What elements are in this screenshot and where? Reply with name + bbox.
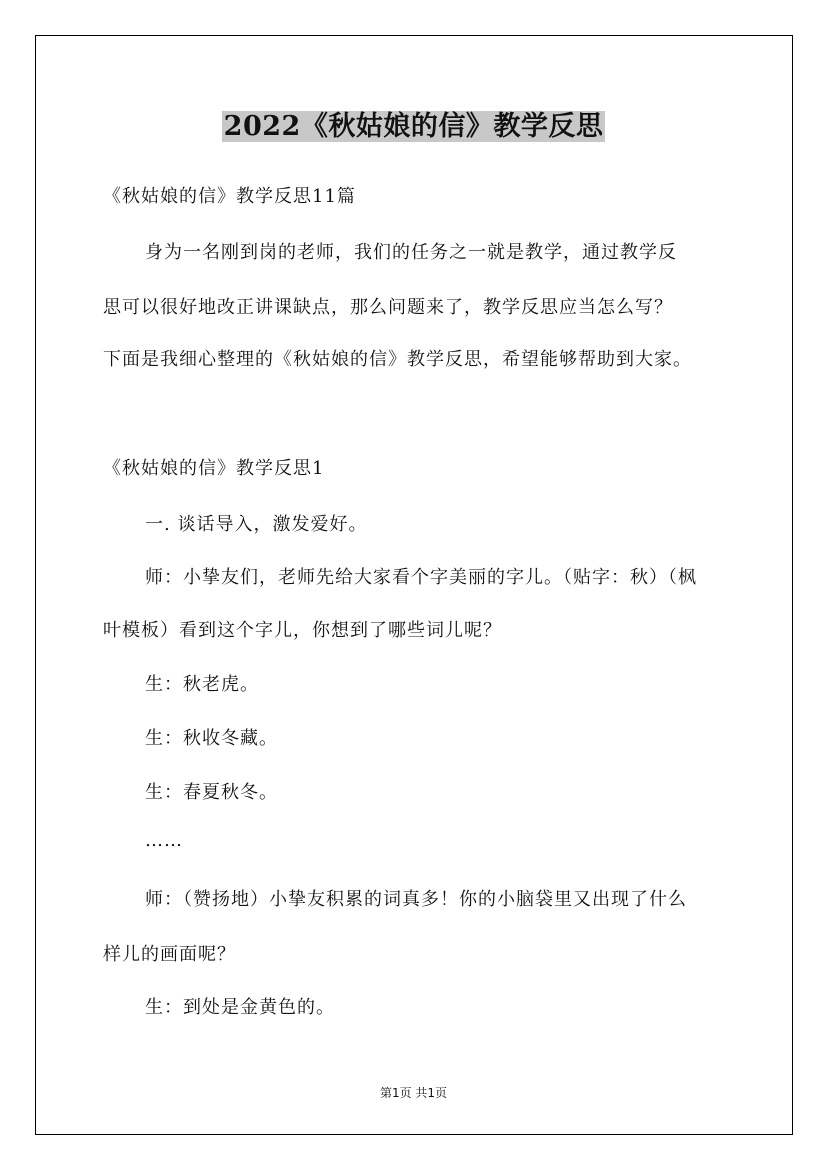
- section-heading: 《秋姑娘的信》教学反思1: [103, 458, 325, 479]
- paragraph-line: 样儿的画面呢？: [103, 944, 236, 965]
- paragraph-line: 师：小挚友们，老师先给大家看个字美丽的字儿。（贴字：秋）（枫: [145, 567, 697, 588]
- paragraph-line: 生：秋收冬藏。: [145, 728, 278, 749]
- document-title: 2022《秋姑娘的信》教学反思: [223, 111, 604, 142]
- subtitle-line: 《秋姑娘的信》教学反思11篇: [103, 186, 356, 207]
- paragraph-line: 身为一名刚到岗的老师，我们的任务之一就是教学，通过教学反: [145, 242, 677, 263]
- page-footer: 第1页 共1页: [379, 1086, 448, 1100]
- paragraph-line: 叶模板）看到这个字儿，你想到了哪些词儿呢？: [103, 620, 502, 641]
- paragraph-line: 生：秋老虎。: [145, 674, 259, 695]
- paragraph-line: 思可以很好地改正讲课缺点，那么问题来了，教学反思应当怎么写？: [103, 297, 673, 318]
- paragraph-line: 生：到处是金黄色的。: [145, 997, 335, 1018]
- paragraph-line: 生：春夏秋冬。: [145, 782, 278, 803]
- paragraph-line: 下面是我细心整理的《秋姑娘的信》教学反思，希望能够帮助到大家。: [103, 349, 692, 370]
- paragraph-line: 师：（赞扬地）小挚友积累的词真多！你的小脑袋里又出现了什么: [145, 889, 687, 910]
- paragraph-line: ……: [145, 830, 183, 851]
- paragraph-line: 一. 谈话导入，激发爱好。: [145, 514, 368, 535]
